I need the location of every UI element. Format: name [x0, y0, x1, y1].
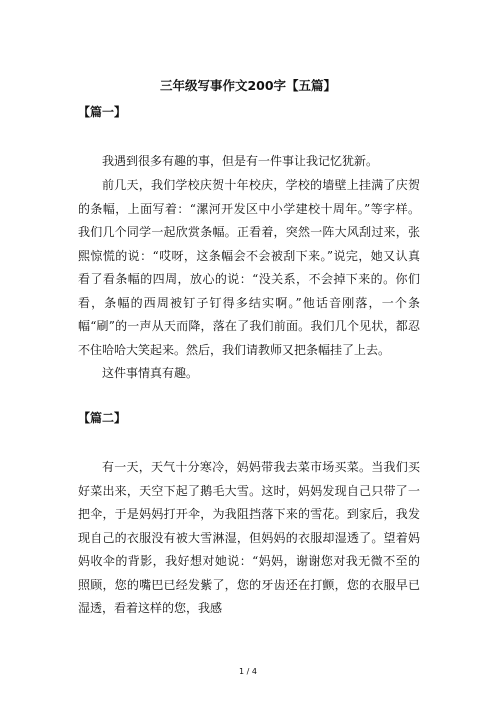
section-label-1: 【篇一】 [78, 105, 127, 119]
paragraph-1-2: 前几天，我们学校庆贺十年校庆，学校的墙壁上挂满了庆贺的条幅，上面写着：“漯河开发区中小学建校十周年。”等字样。我们几个同学一起欣赏条幅。正看着，突然一阵大风刮过来，张熙惊慌的说：“哎呀，这条幅会不会被刮下来。”说完，她又认真看了看条幅的四周，放心的说：“没关系，不会掉下来的。你们看，条幅的西周被钉子钉得多结实啊。”他话音刚落，一个条幅“刷”的一声从天而降，落在了我们前面。我们几个见状，都忍不住哈哈大笑起来。然后，我们请教师又把条幅挂了上去。 [78, 178, 420, 357]
paragraph-1-3: 这件事情真有趣。 [102, 366, 199, 380]
paragraph-2-1: 有一天，天气十分寒冷，妈妈带我去菜市场买菜。当我们买好菜出来，天空下起了鹅毛大雪。这时，妈妈发现自己只带了一把伞，于是妈妈打开伞，为我阻挡落下来的雪花。到家后，我发现自己的衣服没有被大雪淋湿，但妈妈的衣服却湿透了。望着妈妈收伞的背影，我好想对她说：“妈妈，谢谢您对我无微不至的照顾，您的嘴巴已经发紫了，您的牙齿还在打颤，您的衣服早已湿透，看着这样的您，我感 [78, 460, 420, 615]
page-indicator: 1 / 4 [239, 667, 257, 676]
section-label-2: 【篇二】 [78, 411, 127, 425]
paragraph-1-1: 我遇到很多有趣的事，但是有一件事让我记忆犹新。 [102, 154, 379, 168]
document-title: 三年级写事作文200字【五篇】 [159, 78, 337, 93]
